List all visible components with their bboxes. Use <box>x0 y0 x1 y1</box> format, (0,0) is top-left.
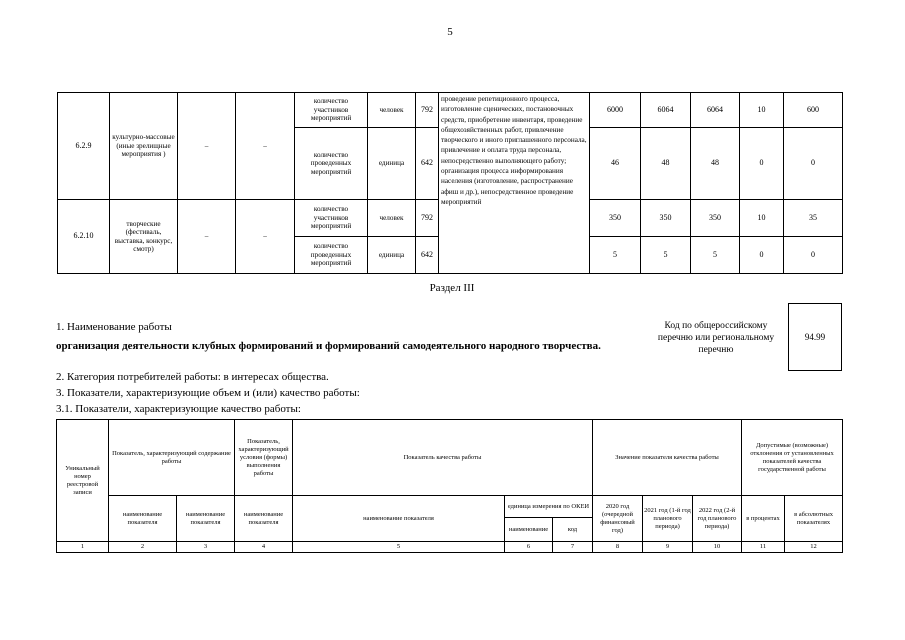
col-number: 9 <box>643 542 693 553</box>
code-value: 94.99 <box>804 332 826 342</box>
col-number: 1 <box>57 542 109 553</box>
header-name-3: наименование показателя <box>235 496 293 542</box>
col-number: 8 <box>593 542 643 553</box>
value-2022: 48 <box>691 128 740 200</box>
value-2020: 46 <box>590 128 641 200</box>
header-name-2: наименование показателя <box>177 496 235 542</box>
indicator-name: количество участников мероприятий <box>295 200 368 237</box>
header-unit-code: код <box>553 518 593 542</box>
unit-code: 792 <box>416 93 439 128</box>
header-conditions: Показатель, характеризующий условия (формы) выполнения работы <box>235 420 293 496</box>
header-2022: 2022 год (2-й год планового периода) <box>693 496 742 542</box>
col-number: 11 <box>742 542 785 553</box>
deviation-absolute: 600 <box>784 93 843 128</box>
unit-code: 642 <box>416 237 439 274</box>
column-number-row <box>57 542 843 553</box>
col-number: 6 <box>505 542 553 553</box>
work-name: организация деятельности клубных формирований и формирований самодеятельного народного творчества. <box>56 340 601 352</box>
value-2020: 5 <box>590 237 641 274</box>
value-2020: 6000 <box>590 93 641 128</box>
indicator-name: количество проведенных мероприятий <box>295 237 368 274</box>
header-indicator-name: наименование показателя <box>293 496 505 542</box>
value-2022: 350 <box>691 200 740 237</box>
deviation-absolute: 0 <box>784 128 843 200</box>
registry-id: 6.2.9 <box>58 93 110 200</box>
col-number: 10 <box>693 542 742 553</box>
col-number: 4 <box>235 542 293 553</box>
value-2020: 350 <box>590 200 641 237</box>
content-value: – <box>178 93 236 200</box>
registry-id: 6.2.10 <box>58 200 110 274</box>
unit-name: единица <box>368 237 416 274</box>
table-row <box>58 93 843 128</box>
value-2021: 6064 <box>641 93 691 128</box>
col-number: 2 <box>109 542 177 553</box>
unit-code: 792 <box>416 200 439 237</box>
content-value: – <box>178 200 236 274</box>
volume-table <box>57 92 843 274</box>
col-number: 3 <box>177 542 235 553</box>
value-2021: 5 <box>641 237 691 274</box>
deviation-percent: 0 <box>740 128 784 200</box>
content-name: творческие (фестиваль, выставка, конкурс, смотр) <box>110 200 178 274</box>
code-value-box <box>788 303 842 371</box>
deviation-percent: 0 <box>740 237 784 274</box>
header-content: Показатель, характеризующий содержание работы <box>109 420 235 496</box>
header-unit-name: наименование <box>505 518 553 542</box>
condition-value: – <box>236 93 295 200</box>
unit-name: человек <box>368 93 416 128</box>
value-2022: 5 <box>691 237 740 274</box>
deviation-percent: 10 <box>740 93 784 128</box>
indicator-name: количество проведенных мероприятий <box>295 128 368 200</box>
deviation-absolute: 0 <box>784 237 843 274</box>
header-values: Значение показателя качества работы <box>593 420 742 496</box>
col-number: 12 <box>785 542 843 553</box>
value-2021: 350 <box>641 200 691 237</box>
unit-code: 642 <box>416 128 439 200</box>
condition-value: – <box>236 200 295 274</box>
col-number: 5 <box>293 542 505 553</box>
work-name-label: 1. Наименование работы <box>56 321 172 333</box>
header-2021: 2021 год (1-й год планового периода) <box>643 496 693 542</box>
deviation-absolute: 35 <box>784 200 843 237</box>
header-quality: Показатель качества работы <box>293 420 593 496</box>
code-label: Код по общероссийскому перечню или региональному перечню <box>657 321 775 355</box>
header-2020: 2020 год (очередной финансовый год) <box>593 496 643 542</box>
work-description: проведение репетиционного процесса, изготовление сценических, постановочных средств, приобретение инвентаря, проведение общехозяйственных работ, привлечение творческого и иного приглашенного персонала, привлечение и оплата труда персонала, непосредственно выполняющего работу; организация процесса информирования населения (изготовление, распространение афиш и др.), непосредственное проведение мероприятий <box>439 93 590 274</box>
unit-name: единица <box>368 128 416 200</box>
header-unit: единица измерения по ОКЕИ <box>505 496 593 518</box>
header-registry: Уникальный номер реестровой записи <box>57 420 109 542</box>
content-name: культурно-массовые (иные зрелищные мероприятия ) <box>110 93 178 200</box>
consumer-category: 2. Категория потребителей работы: в интересах общества. <box>56 371 329 383</box>
quality-heading: 3.1. Показатели, характеризующие качество работы: <box>56 403 301 415</box>
deviation-percent: 10 <box>740 200 784 237</box>
unit-name: человек <box>368 200 416 237</box>
header-deviation: Допустимые (возможные) отклонения от установленных показателей качества государственной работы <box>742 420 843 496</box>
indicator-name: количество участников мероприятий <box>295 93 368 128</box>
page-number: 5 <box>447 26 453 38</box>
header-absolute: в абсолютных показателях <box>785 496 843 542</box>
value-2022: 6064 <box>691 93 740 128</box>
value-2021: 48 <box>641 128 691 200</box>
header-percent: в процентах <box>742 496 785 542</box>
header-name-1: наименование показателя <box>109 496 177 542</box>
quality-table <box>56 419 843 553</box>
section-title: Раздел III <box>429 282 475 294</box>
indicators-heading: 3. Показатели, характеризующие объем и (или) качество работы: <box>56 387 360 399</box>
col-number: 7 <box>553 542 593 553</box>
